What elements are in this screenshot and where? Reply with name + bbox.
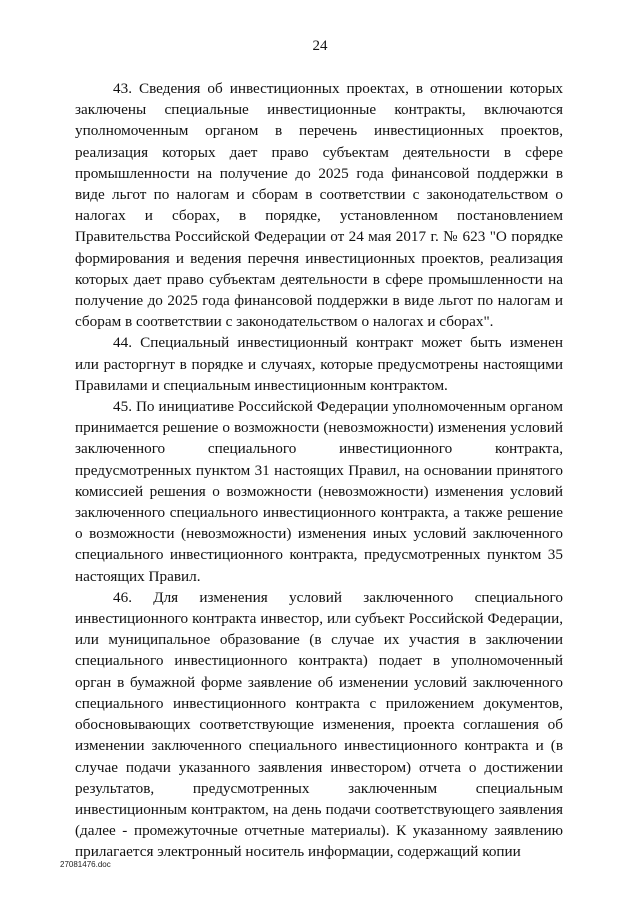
paragraph-43: 43. Сведения об инвестиционных проектах, в отношении которых заключены специальные инвестиционные контракты, включаются уполномоченным органом в перечень инвестиционных проектов, реализация которых дает право субъектам деятельности в сфере промышленности на получение до 2025 года финансовой поддержки в виде льгот по налогам и сборам в соответствии с законодательством о налогах и сборах, в порядке, установленном постановлением Правительства Российской Федерации от 24 мая 2017 г. № 623 "О порядке формирования и ведения перечня инвестиционных проектов, реализация которых дает право субъектам деятельности в сфере промышленности на получение до 2025 года финансовой поддержки в виде льгот по налогам и сборам в соответствии с законодательством о налогах и сборах". xyxy=(75,80,563,331)
paragraph-45: 45. По инициативе Российской Федерации уполномоченным органом принимается решение о возможности (невозможности) изменения условий заключенного специального инвестиционного контракта, предусмотренных пунктом 31 настоящих Правил, на основании принятого комиссией решения о возможности (невозможности) изменения условий заключенного специального инвестиционного контракта, а также решение о возможности (невозможности) изменения иных условий заключенного специального инвестиционного контракта, предусмотренных пунктом 35 настоящих Правил. xyxy=(75,398,563,585)
document-body xyxy=(75,78,563,863)
page-number: 24 xyxy=(312,38,328,54)
document-filename-footer: 27081476.doc xyxy=(60,860,111,869)
paragraph-46: 46. Для изменения условий заключенного специального инвестиционного контракта инвестор, или субъект Российской Федерации, или муниципальное образование (в случае их участия в заключении специального инвестиционного контракта) подает в уполномоченный орган в бумажной форме заявление об изменении условий заключенного специального инвестиционного контракта с приложением документов, обосновывающих соответствующие изменения, проекта соглашения об изменении заключенного специального инвестиционного контракта и (в случае подачи указанного заявления инвестором) отчета о достижении результатов, предусмотренных заключенным специальным инвестиционным контрактом, на день подачи соответствующего заявления (далее - промежуточные отчетные материалы). К указанному заявлению прилагается электронный носитель информации, содержащий копии xyxy=(75,588,563,861)
paragraph-44: 44. Специальный инвестиционный контракт может быть изменен или расторгнут в порядке и случаях, которые предусмотрены настоящими Правилами и специальным инвестиционным контрактом. xyxy=(75,334,563,394)
